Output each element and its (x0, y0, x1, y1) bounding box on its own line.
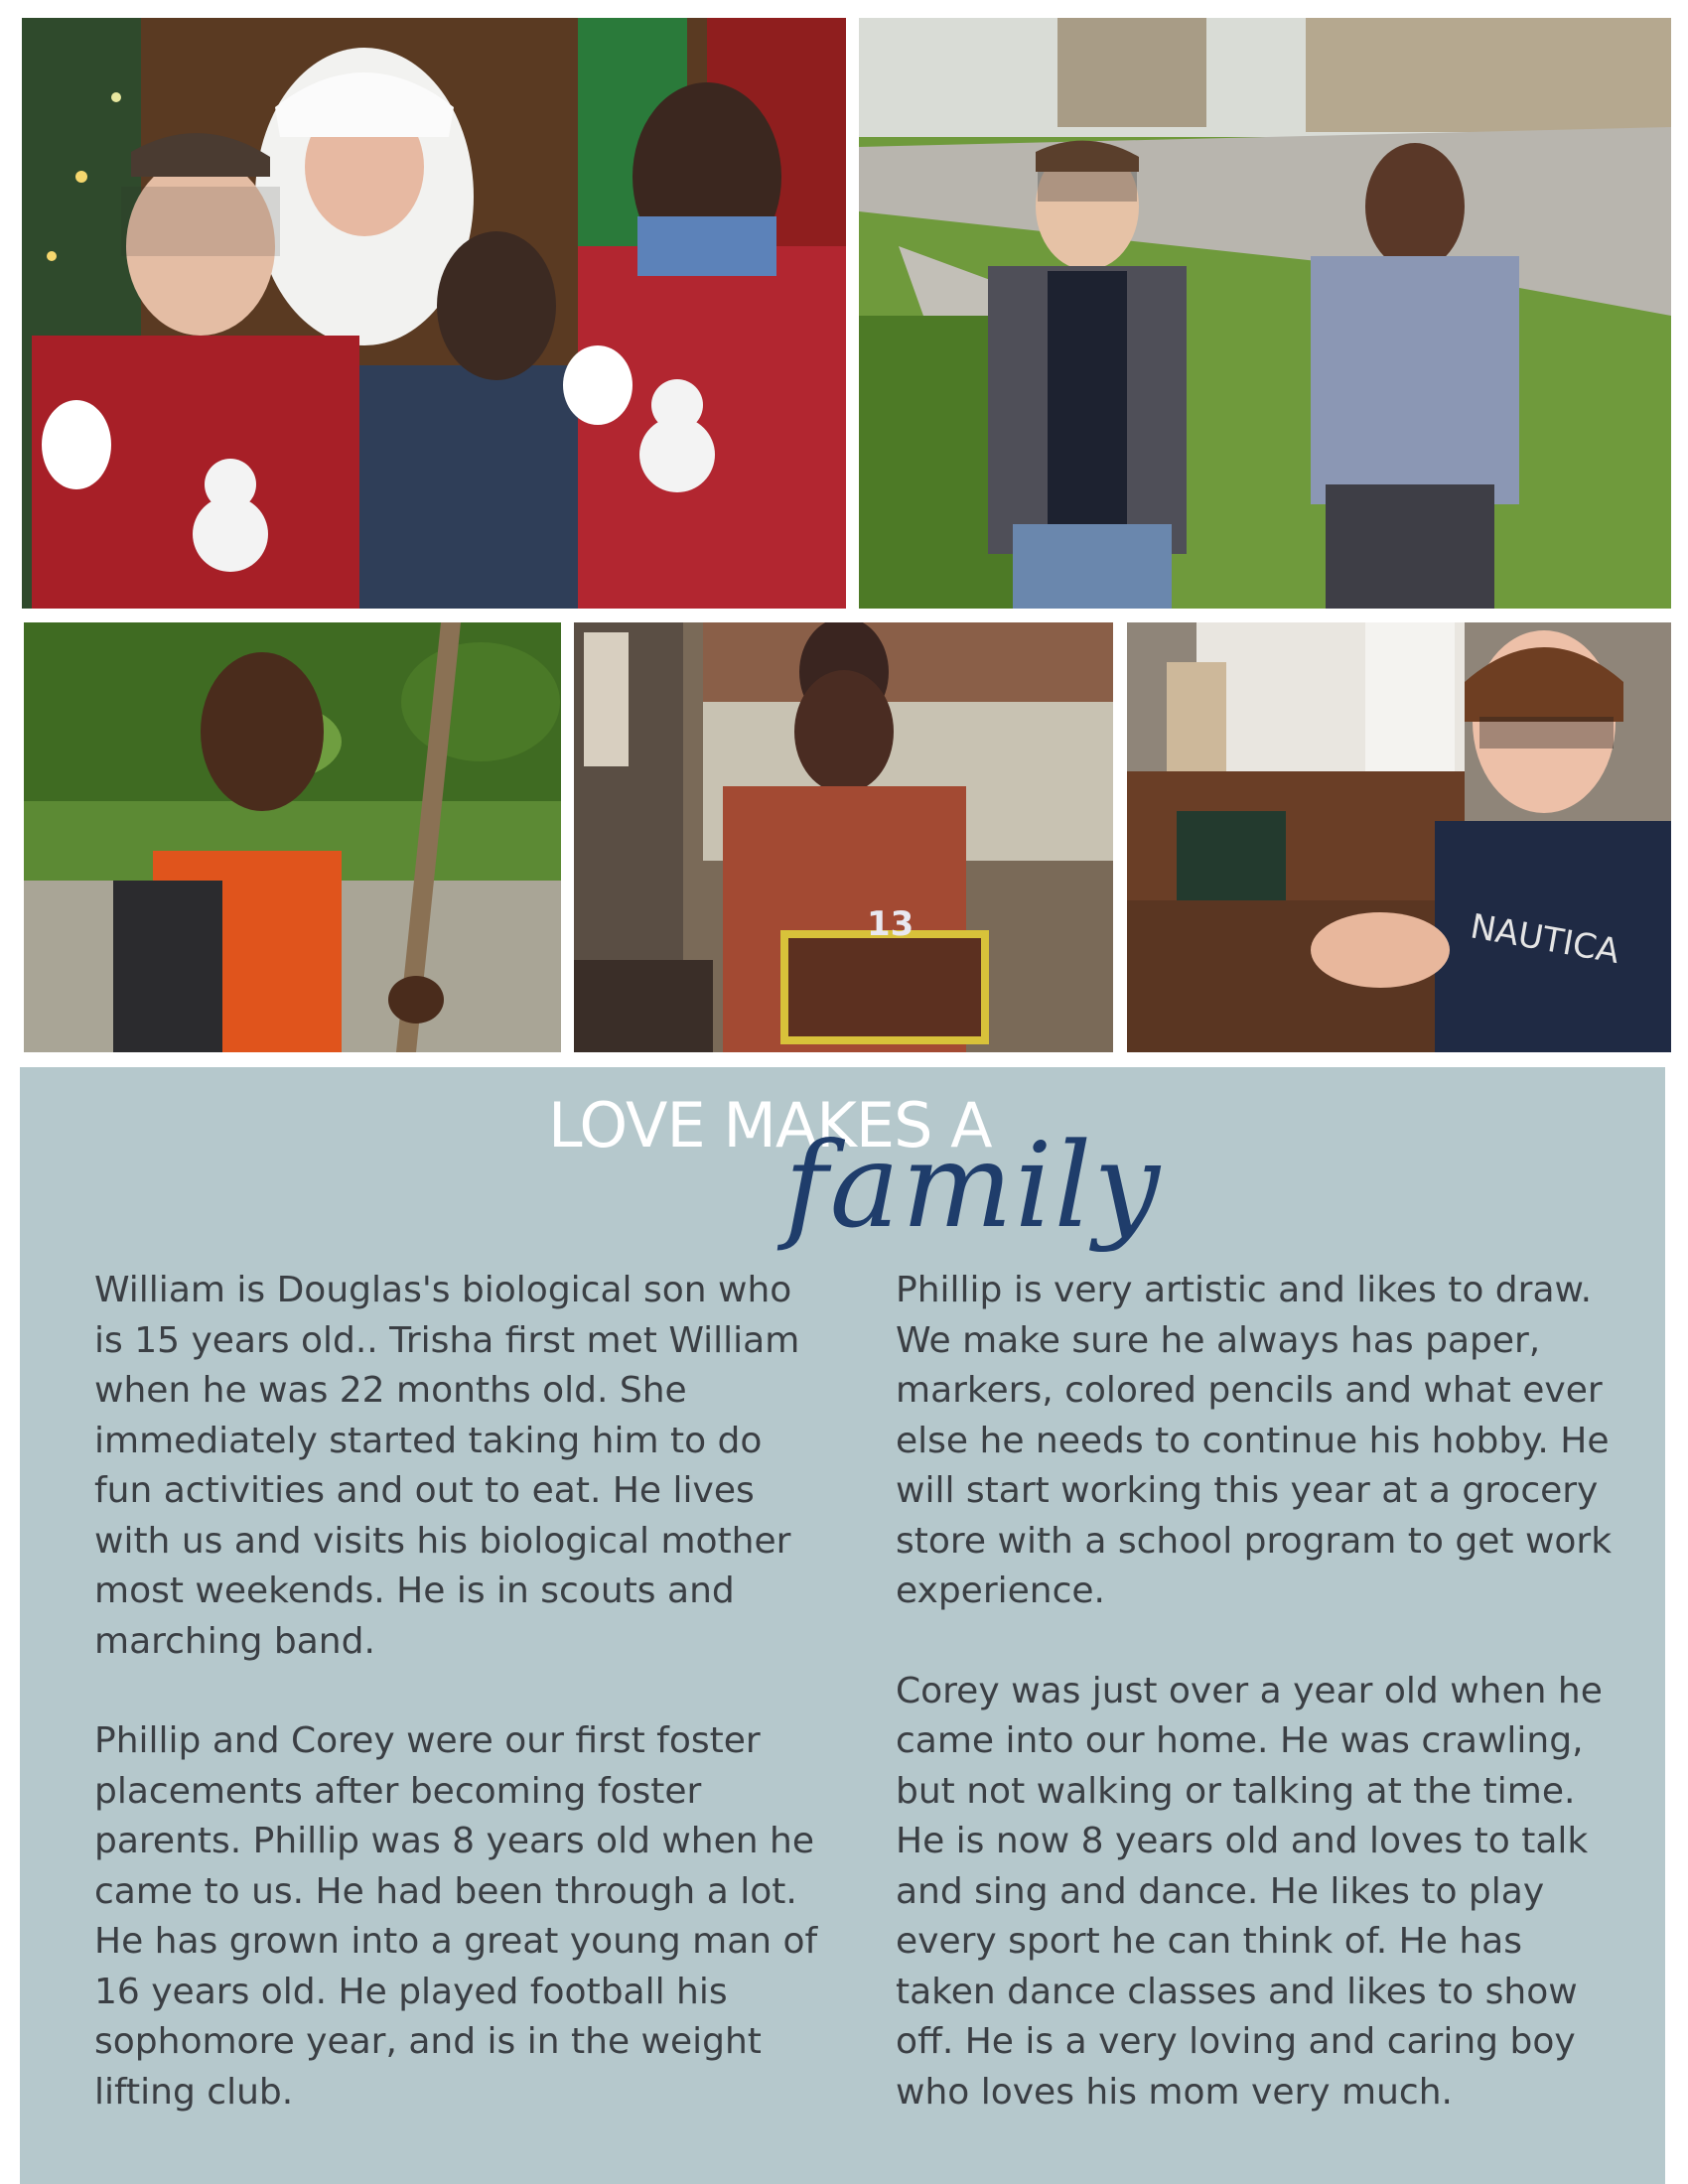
photo-boy-nautica-shirt (1127, 622, 1671, 1052)
paragraph-corey: Corey was just over a year old when he came into our home. He was crawling, but not walking or talking at the time. He is now 8 years old and loves to talk and sing and dance. He likes to play every sport he can think of. He has taken dance classes and likes to show off. He is a very loving and caring boy who loves his mom very much. (896, 1670, 1603, 2113)
paragraph-phillip-art: Phillip is very artistic and likes to draw. We make sure he always has paper, markers, colored pencils and what ever else he needs to continue his hobby. He will start working this year at a grocery store with a school program to get work experience. (896, 1270, 1613, 1611)
paragraph-william: William is Douglas's biological son who is 15 years old.. Trisha first met William when he was 22 months old. She immediately started taking him to do fun activities and out to eat. He lives with us and visits his biological mother most weekends. He is in scouts and marching band. (94, 1270, 800, 1662)
photo-boy-with-stick (24, 622, 561, 1052)
left-text-column (94, 1266, 829, 2167)
cake-number: 13 (867, 904, 914, 944)
title-main-text: LOVE MAKES A (548, 1089, 992, 1161)
page-title (20, 1067, 1665, 1266)
paragraph-phillip-and-corey: Phillip and Corey were our first foster placements after becoming foster parents. Phillip was 8 years old when he came to us. He had been through a lot. He has grown into a great young man of 16 years old. He played football his sophomore year, and is in the weight lifting club. (94, 1720, 818, 2113)
story-panel (20, 1067, 1665, 2184)
title-script-text: family (784, 1117, 1163, 1254)
photo-first-day-of-school (859, 18, 1671, 609)
photo-birthday-cake (574, 622, 1113, 1052)
right-text-column (896, 1266, 1630, 2167)
photo-santa-visit (22, 18, 846, 609)
shirt-text: NAUTICA (1467, 906, 1622, 972)
